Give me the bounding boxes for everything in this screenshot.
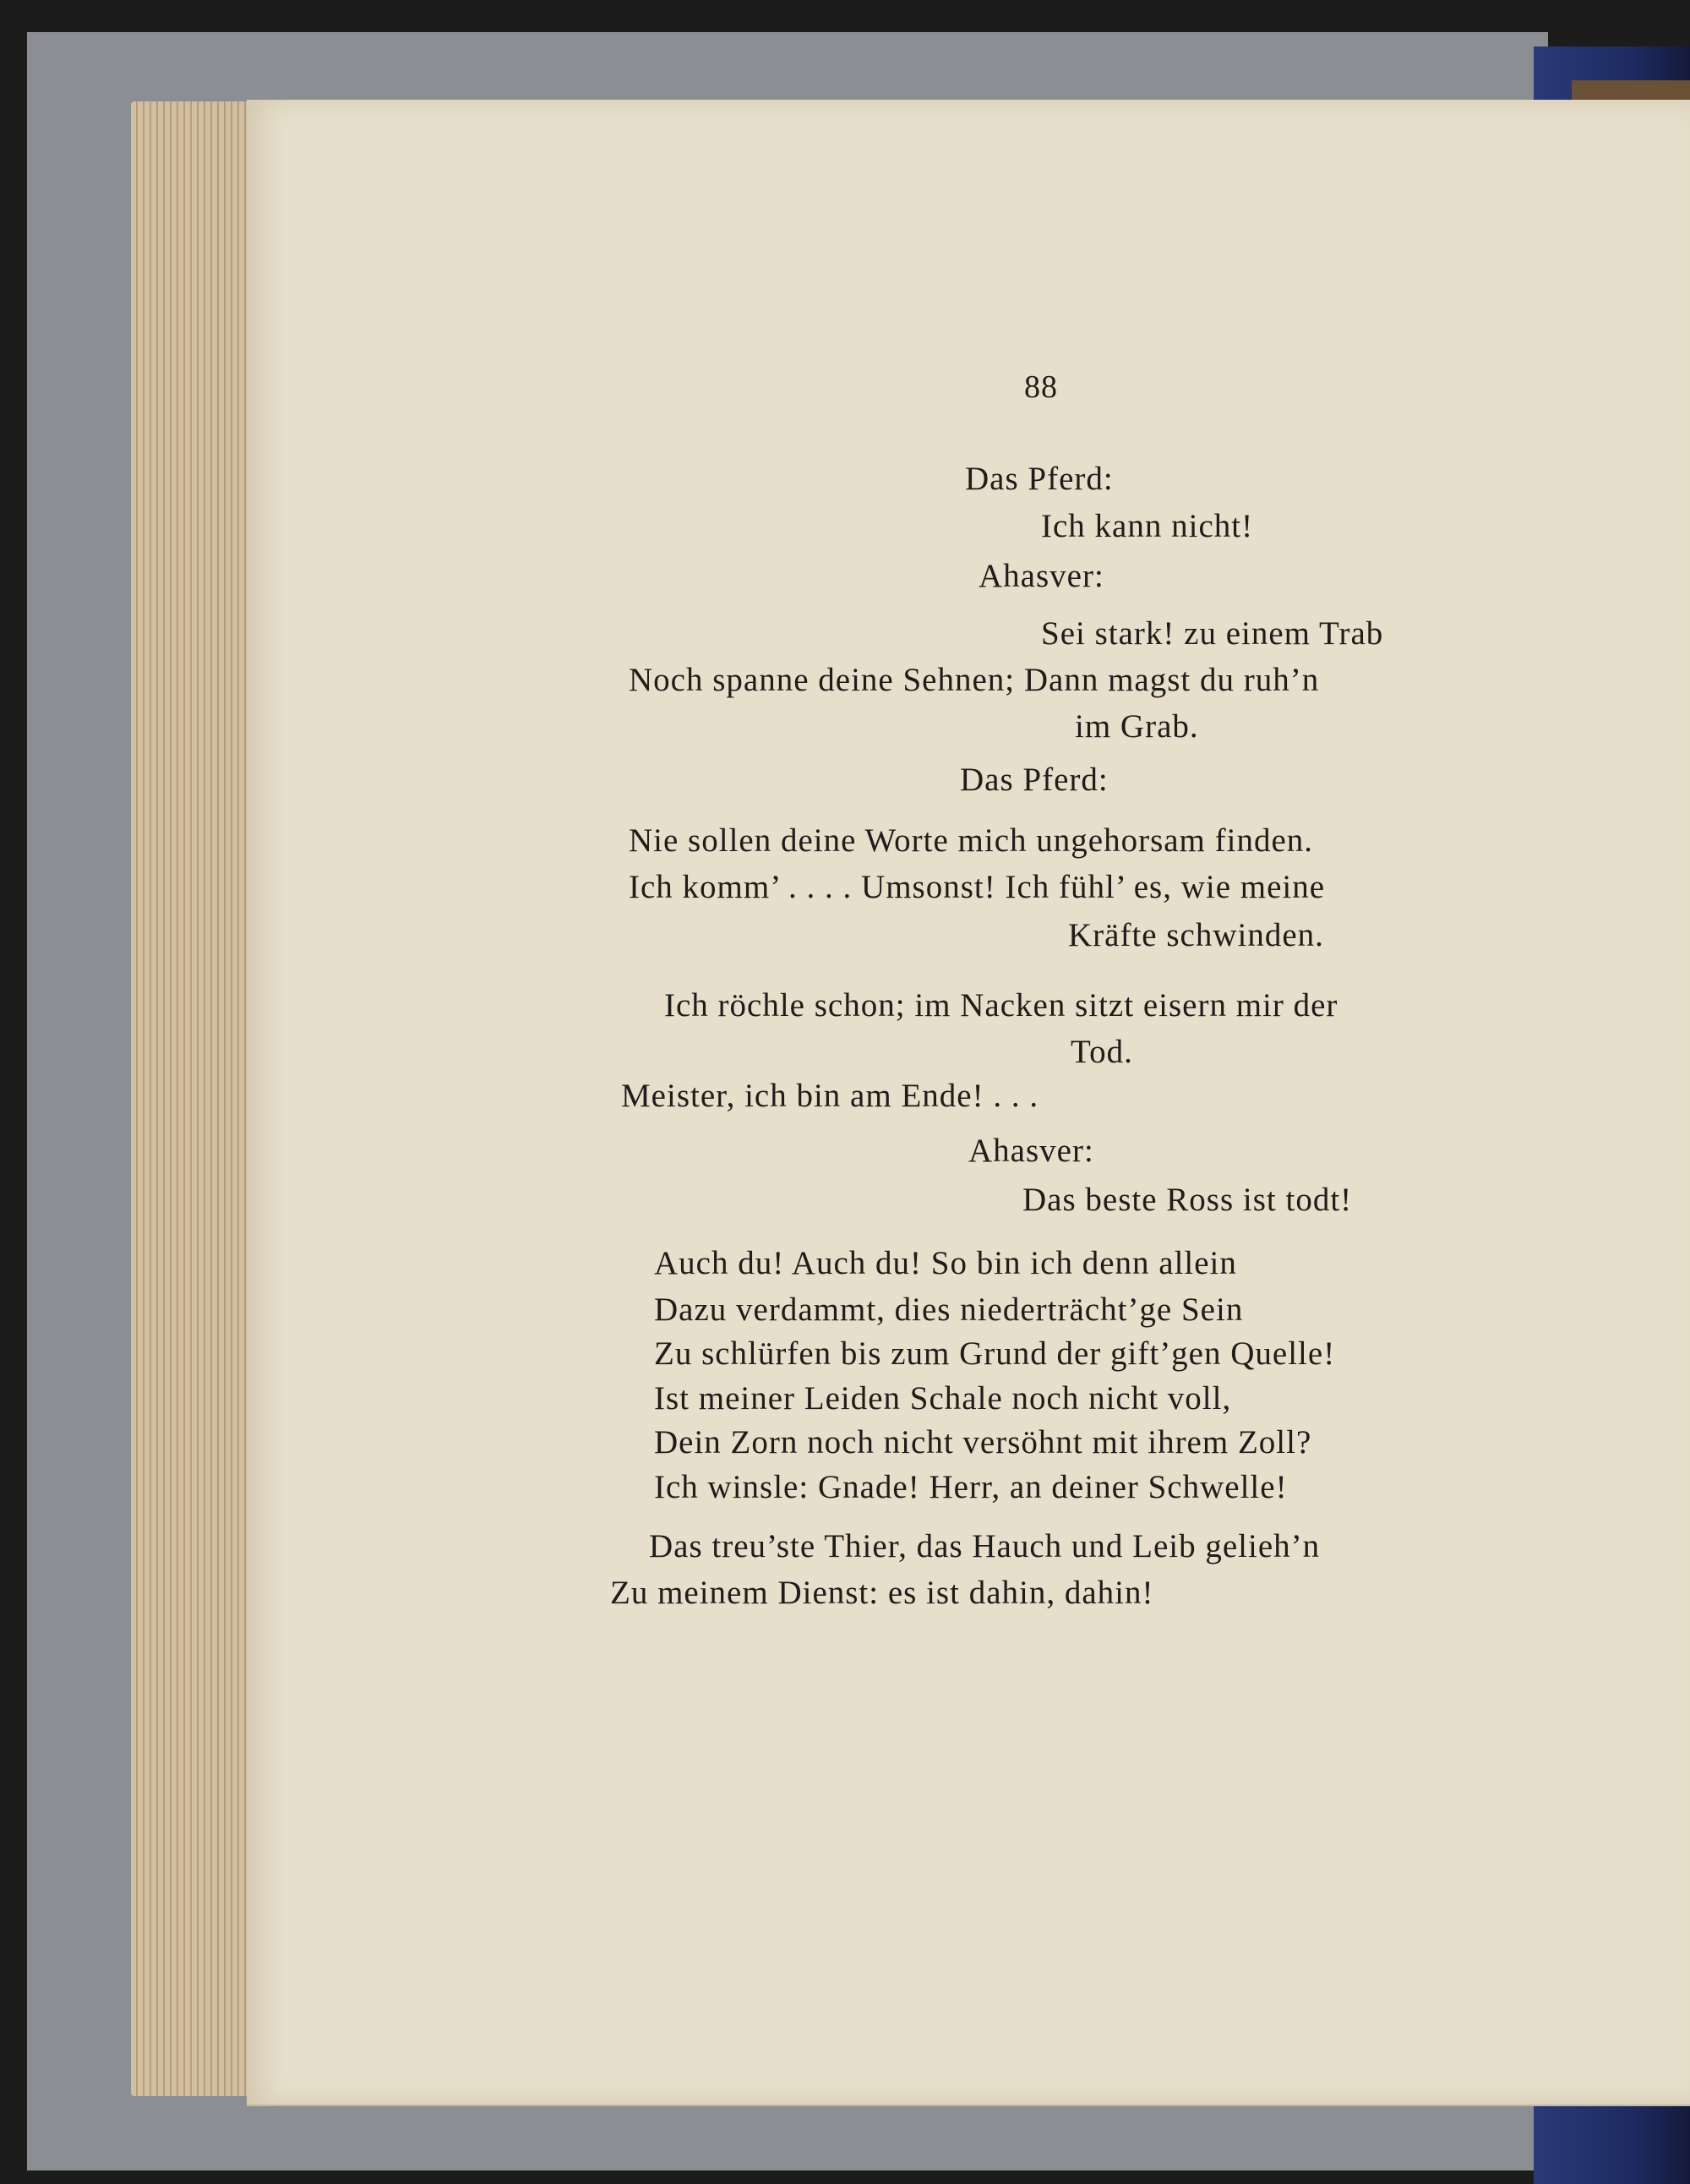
verse-line: Meister, ich bin am Ende! . . . xyxy=(621,1078,1039,1114)
verse-line: Dein Zorn noch nicht versöhnt mit ihrem Zoll? xyxy=(654,1424,1312,1461)
page-edges xyxy=(131,101,249,2096)
verse-line: Zu meinem Dienst: es ist dahin, dahin! xyxy=(610,1575,1154,1611)
speaker-label: Das Pferd: xyxy=(960,762,1109,798)
verse-line-continuation: im Grab. xyxy=(1075,708,1199,745)
verse-line: Auch du! Auch du! So bin ich denn allein xyxy=(654,1245,1237,1281)
verse-line-continuation: Kräfte schwinden. xyxy=(1068,917,1324,953)
verse-line: Nie sollen deine Worte mich ungehorsam finden. xyxy=(629,822,1314,859)
verse-line: Dazu verdammt, dies niederträcht’ge Sein xyxy=(654,1291,1244,1328)
verse-line: Sei stark! zu einem Trab xyxy=(1041,615,1384,652)
verse-line: Ich kann nicht! xyxy=(1041,508,1254,544)
verse-line: Ich komm’ . . . . Umsonst! Ich fühl’ es, wie meine xyxy=(629,869,1326,905)
verse-line: Ich röchle schon; im Nacken sitzt eisern mir der xyxy=(664,987,1338,1024)
book-page xyxy=(247,100,1690,2106)
page-number: 88 xyxy=(1024,369,1058,405)
speaker-label: Ahasver: xyxy=(979,558,1104,594)
verse-line: Das beste Ross ist todt! xyxy=(1022,1182,1353,1218)
verse-line: Noch spanne deine Sehnen; Dann magst du ruh’n xyxy=(629,662,1320,698)
speaker-label: Ahasver: xyxy=(968,1133,1094,1169)
verse-line: Das treu’ste Thier, das Hauch und Leib gelieh’n xyxy=(649,1528,1321,1564)
verse-line: Zu schlürfen bis zum Grund der gift’gen Quelle! xyxy=(654,1335,1336,1372)
verse-line: Ist meiner Leiden Schale noch nicht voll, xyxy=(654,1380,1232,1417)
verse-line: Ich winsle: Gnade! Herr, an deiner Schwelle! xyxy=(654,1469,1288,1505)
verse-line-continuation: Tod. xyxy=(1071,1034,1133,1070)
speaker-label: Das Pferd: xyxy=(965,461,1114,497)
